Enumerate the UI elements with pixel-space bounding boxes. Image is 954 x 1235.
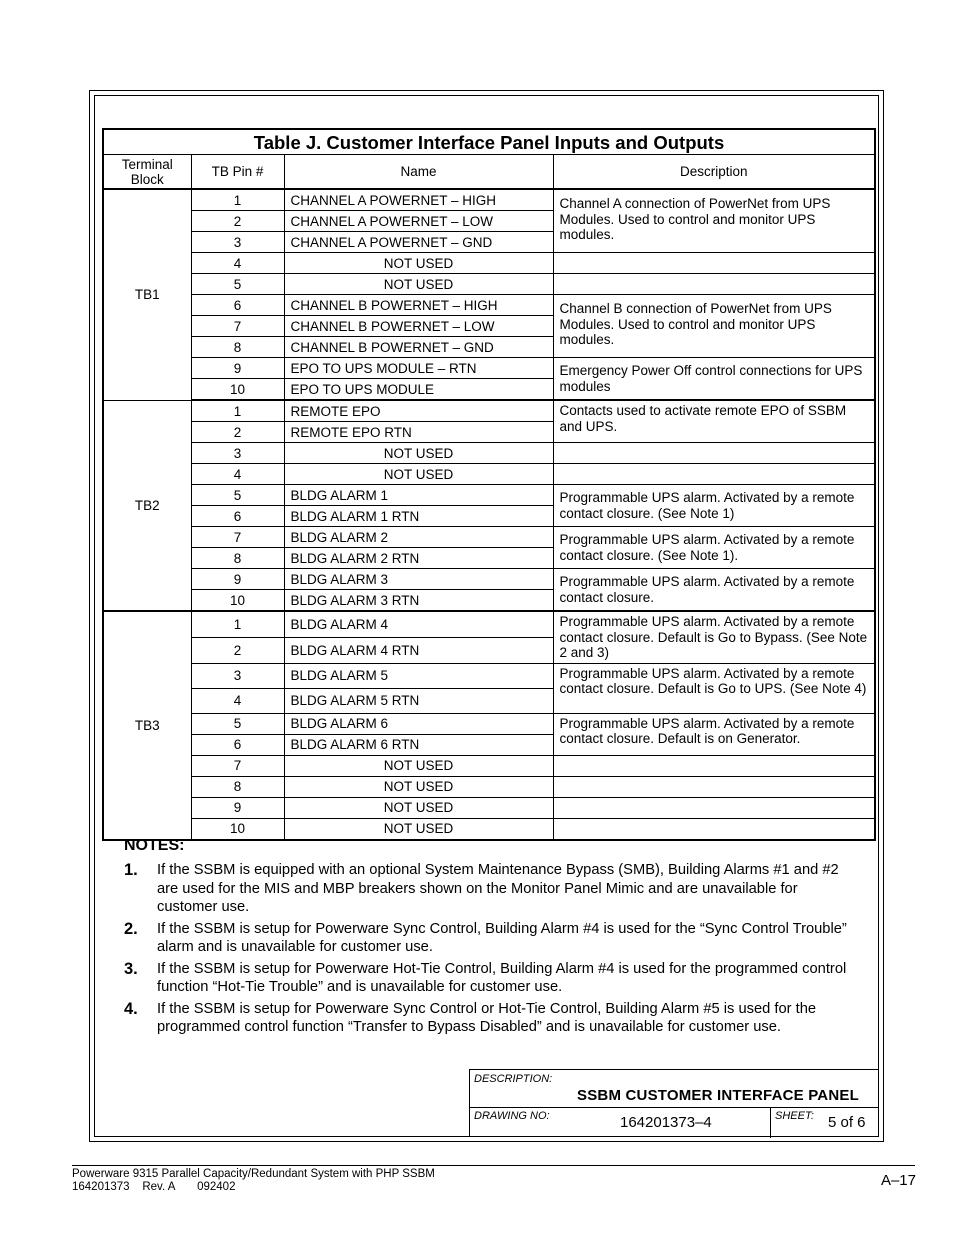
table-row (103, 713, 875, 734)
pin-number: 3 (191, 232, 284, 253)
pin-number: 7 (191, 755, 284, 776)
signal-description: Contacts used to activate remote EPO of SSBM and UPS. (553, 400, 875, 443)
signal-description: Programmable UPS alarm. Activated by a remote contact closure. (See Note 1) (553, 485, 875, 527)
drawing-number-label: DRAWING NO: (474, 1110, 550, 1122)
title-block-drawing-row (470, 1107, 879, 1138)
note-number: 4. (124, 999, 138, 1018)
pin-number: 2 (191, 637, 284, 663)
note-item (124, 960, 854, 997)
pin-number: 10 (191, 379, 284, 401)
note-item (124, 920, 854, 957)
pin-number: 10 (191, 818, 284, 840)
description-value: SSBM CUSTOMER INTERFACE PANEL (577, 1087, 859, 1104)
signal-name: BLDG ALARM 2 RTN (284, 548, 553, 569)
footer-doc-info (72, 1168, 435, 1194)
signal-name: NOT USED (284, 755, 553, 776)
note-text: If the SSBM is equipped with an optional System Maintenance Bypass (SMB), Building Alarms #1 and #2 are used for the MIS and MBP breakers shown on the Monitor Panel Mimic and are unavailable for customer use. (157, 862, 839, 915)
table-row (103, 797, 875, 818)
signal-name: BLDG ALARM 4 RTN (284, 637, 553, 663)
signal-name: EPO TO UPS MODULE (284, 379, 553, 401)
table-row (103, 253, 875, 274)
signal-name: NOT USED (284, 253, 553, 274)
pin-number: 2 (191, 422, 284, 443)
pin-number: 5 (191, 274, 284, 295)
title-block-description-row (470, 1070, 879, 1108)
pin-number: 5 (191, 485, 284, 506)
signal-name: CHANNEL B POWERNET – HIGH (284, 295, 553, 316)
pin-number: 4 (191, 253, 284, 274)
notes-section (124, 837, 854, 1040)
signal-description: Programmable UPS alarm. Activated by a remote contact closure. Default is on Generator. (553, 713, 875, 755)
header-terminal-block: Terminal Block (103, 155, 191, 190)
pin-number: 1 (191, 611, 284, 637)
note-number: 2. (124, 919, 138, 938)
signal-name: NOT USED (284, 776, 553, 797)
pin-number: 7 (191, 316, 284, 337)
signal-name: BLDG ALARM 6 (284, 713, 553, 734)
pin-number: 2 (191, 211, 284, 232)
page-number: A–17 (880, 1172, 916, 1189)
note-number: 1. (124, 861, 138, 879)
table-row (103, 464, 875, 485)
footer-divider (72, 1165, 915, 1166)
signal-description (553, 274, 875, 295)
signal-name: NOT USED (284, 818, 553, 840)
pin-number: 6 (191, 734, 284, 755)
table-row (103, 274, 875, 295)
table-row (103, 443, 875, 464)
signal-name: NOT USED (284, 274, 553, 295)
signal-name: BLDG ALARM 5 RTN (284, 688, 553, 713)
pin-number: 8 (191, 548, 284, 569)
signal-description (553, 464, 875, 485)
signal-name: BLDG ALARM 1 (284, 485, 553, 506)
header-name: Name (284, 155, 553, 190)
header-description: Description (553, 155, 875, 190)
pin-number: 1 (191, 400, 284, 422)
signal-name: REMOTE EPO RTN (284, 422, 553, 443)
signal-description (553, 797, 875, 818)
pin-number: 10 (191, 590, 284, 612)
pin-number: 8 (191, 337, 284, 358)
table-row (103, 663, 875, 688)
table-row (103, 485, 875, 506)
signal-description: Programmable UPS alarm. Activated by a remote contact closure. Default is Go to Bypass. (See Note 2 and 3) (553, 611, 875, 663)
drawing-number-value: 164201373–4 (620, 1114, 712, 1131)
pin-number: 5 (191, 713, 284, 734)
signal-name: CHANNEL B POWERNET – GND (284, 337, 553, 358)
notes-title: NOTES: (124, 837, 185, 854)
signal-description: Programmable UPS alarm. Activated by a remote contact closure. (553, 569, 875, 612)
signal-name: NOT USED (284, 464, 553, 485)
terminal-block-label: TB1 (103, 189, 191, 400)
pin-number: 3 (191, 443, 284, 464)
signal-description: Programmable UPS alarm. Activated by a remote contact closure. Default is Go to UPS. (See Note 4) (553, 663, 875, 713)
signal-description: Programmable UPS alarm. Activated by a remote contact closure. (See Note 1). (553, 527, 875, 569)
table-row (103, 189, 875, 211)
signal-name: BLDG ALARM 3 (284, 569, 553, 590)
signal-description (553, 776, 875, 797)
description-label: DESCRIPTION: (474, 1073, 553, 1085)
signal-name: BLDG ALARM 5 (284, 663, 553, 688)
table-row (103, 569, 875, 590)
signal-name: BLDG ALARM 4 (284, 611, 553, 637)
signal-name: BLDG ALARM 1 RTN (284, 506, 553, 527)
sheet-value: 5 of 6 (828, 1114, 866, 1131)
drawing-title-block (469, 1069, 879, 1137)
table-row (103, 295, 875, 316)
signal-description: Channel A connection of PowerNet from UPS Modules. Used to control and monitor UPS modules. (553, 189, 875, 253)
table-title: Table J. Customer Interface Panel Inputs and Outputs (103, 129, 875, 155)
note-item (124, 861, 854, 917)
signal-name: CHANNEL A POWERNET – GND (284, 232, 553, 253)
table-row (103, 755, 875, 776)
signal-description: Emergency Power Off control connections for UPS modules (553, 358, 875, 401)
pin-number: 6 (191, 506, 284, 527)
signal-name: NOT USED (284, 797, 553, 818)
pin-number: 3 (191, 663, 284, 688)
pin-number: 9 (191, 569, 284, 590)
footer-doc-title: Powerware 9315 Parallel Capacity/Redundant System with PHP SSBM (72, 1168, 435, 1180)
pin-number: 6 (191, 295, 284, 316)
signal-description (553, 443, 875, 464)
terminal-block-label: TB3 (103, 611, 191, 840)
pin-number: 4 (191, 464, 284, 485)
interface-table (102, 128, 876, 841)
sheet-cell (770, 1107, 880, 1138)
pin-number: 7 (191, 527, 284, 548)
signal-name: CHANNEL A POWERNET – HIGH (284, 189, 553, 211)
signal-name: CHANNEL A POWERNET – LOW (284, 211, 553, 232)
note-text: If the SSBM is setup for Powerware Hot-Tie Control, Building Alarm #4 is used for the programmed control function “Hot-Tie Trouble” and is unavailable for customer use. (157, 960, 847, 995)
pin-number: 1 (191, 189, 284, 211)
signal-name: REMOTE EPO (284, 400, 553, 422)
signal-description (553, 253, 875, 274)
sheet-label: SHEET: (775, 1110, 814, 1122)
signal-name: NOT USED (284, 443, 553, 464)
pin-number: 9 (191, 797, 284, 818)
signal-name: BLDG ALARM 6 RTN (284, 734, 553, 755)
table-row (103, 400, 875, 422)
pin-number: 4 (191, 688, 284, 713)
terminal-block-label: TB2 (103, 400, 191, 611)
signal-name: EPO TO UPS MODULE – RTN (284, 358, 553, 379)
table-row (103, 527, 875, 548)
table-row (103, 358, 875, 379)
footer-doc-rev: 164201373 Rev. A 092402 (72, 1181, 236, 1193)
note-item (124, 1000, 854, 1037)
signal-description (553, 755, 875, 776)
signal-name: CHANNEL B POWERNET – LOW (284, 316, 553, 337)
signal-name: BLDG ALARM 2 (284, 527, 553, 548)
table-row (103, 611, 875, 637)
note-number: 3. (124, 959, 138, 978)
signal-name: BLDG ALARM 3 RTN (284, 590, 553, 612)
note-text: If the SSBM is setup for Powerware Sync Control or Hot-Tie Control, Building Alarm #5 is used for the programmed control function “Transfer to Bypass Disabled” and is unavailable for customer use. (157, 1000, 817, 1035)
header-pin: TB Pin # (191, 155, 284, 190)
note-text: If the SSBM is setup for Powerware Sync Control, Building Alarm #4 is used for the “Sync Control Trouble” alarm and is unavailable for customer use. (157, 920, 847, 955)
pin-number: 8 (191, 776, 284, 797)
pin-number: 9 (191, 358, 284, 379)
signal-description: Channel B connection of PowerNet from UPS Modules. Used to control and monitor UPS modules. (553, 295, 875, 358)
table-row (103, 776, 875, 797)
